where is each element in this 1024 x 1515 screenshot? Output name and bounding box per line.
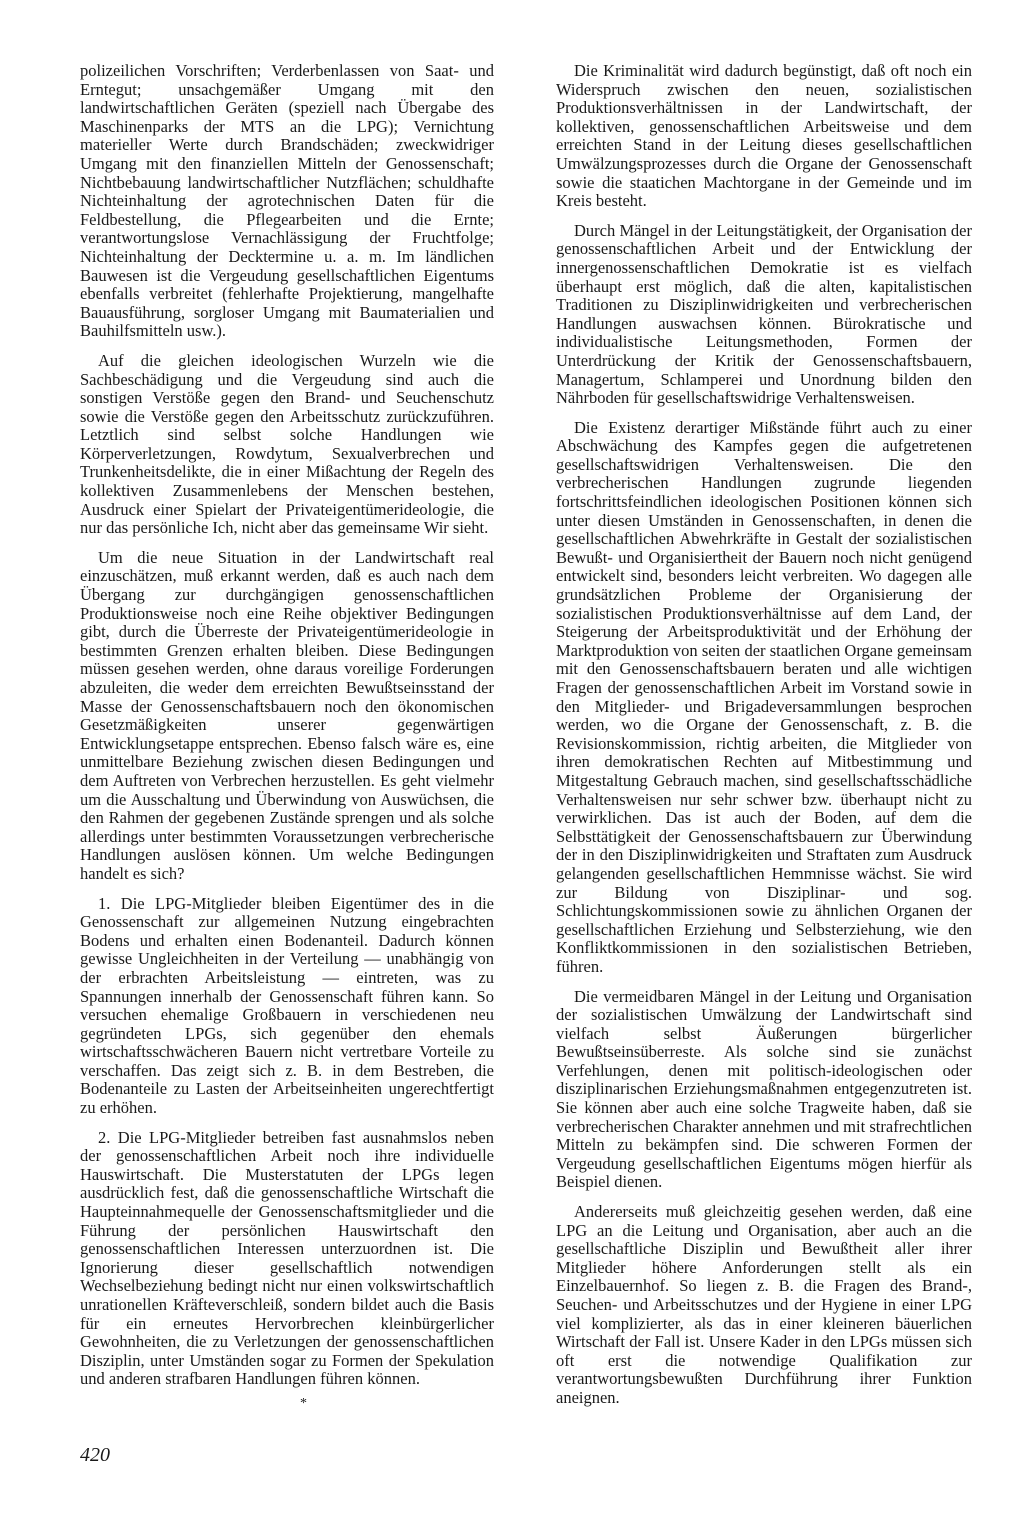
right-paragraph-4: Die vermeidbaren Mängel in der Leitung und Organisation der sozialistischen Umwälzung der Landwirtschaft sind vielfach selbst Äußerungen bürgerlicher Bewußtseinsüberreste. Als solche sind sie zunächst Verfehlungen, denen mit politisch-ideologischen oder disziplinarischen Erziehungsmaßnahmen entgegenzutreten ist. Sie können aber auch eine solche Tragweite haben, daß sie verbrecherischen Charakter annehmen und mit strafrechtlichen Mitteln zu bekämpfen sind. Die schweren Formen der Vergeudung gesellschaftlichen Eigentums mögen hierfür als Beispiel dienen. xyxy=(556,986,972,1192)
left-paragraph-2: Auf die gleichen ideologischen Wurzeln wie die Sachbeschädigung und die Vergeudung sind auch die sonstigen Verstöße gegen den Brand- und Seuchenschutz sowie die Verstöße gegen den Arbeitsschutz zurückzuführen. Letztlich sind selbst solche Handlungen wie Körperverletzungen, Rowdytum, Sexualverbrechen und Trunkenheitsdelikte, die in einer Mißachtung der Regeln des kollektiven Zusammenlebens der Menschen bestehen, Ausdruck einer Spielart der Privateigentümerideologie, die nur das persönliche Ich, nicht aber das gemeinsame Wir sieht. xyxy=(80,350,494,538)
right-paragraph-5: Andererseits muß gleichzeitig gesehen werden, daß eine LPG an die Leitung und Organisation, aber auch an die gesellschaftliche Disziplin und Bewußtheit aller ihrer Mitglieder höhere Anforderungen stellt als ein Einzelbauernhof. So liegen z. B. die Fragen des Brand-, Seuchen- und Arbeitsschutzes und der Hygiene in einer LPG viel komplizierter, als das in einer kleineren bäuerlichen Wirtschaft der Fall ist. Unsere Kader in den LPGs müssen sich oft erst die notwendige Qualifikation zur verantwortungsbewußten Durchführung ihrer Funktion aneignen. xyxy=(556,1202,972,1407)
left-paragraph-3: Um die neue Situation in der Landwirtschaft real einzuschätzen, muß erkannt werden, daß es auch nach dem Übergang zur durchgängigen genossenschaftlichen Produktionsweise noch eine Reihe objektiver Bedingungen gibt, durch die Überreste der Privateigentümerideologie in bestimmten Grenzen erhalten bleiben. Diese Bedingungen müssen gesehen werden, ohne daraus voreilige Forderungen abzuleiten, die weder dem erreichten Bewußtseinsstand der Masse der Genossenschaftsbauern noch den ökonomischen Gesetzmäßigkeiten unserer gegenwärtigen Entwicklungsetappe entsprechen. Ebenso falsch wäre es, eine unmittelbare Beziehung zwischen diesen Bedingungen und dem Auftreten von Verbrechen herzustellen. Es geht vielmehr um die Ausschaltung und Überwindung von Auswüchsen, die den Rahmen der gegebenen Zustände sprengen und als solche allerdings unter bestimmten Voraussetzungen verbrecherische Handlungen auslösen können. Um welche Bedingungen handelt es sich? xyxy=(80,547,494,883)
right-column xyxy=(556,62,972,1419)
page-number: 420 xyxy=(80,1444,110,1466)
right-paragraph-2: Durch Mängel in der Leitungstätigkeit, der Organisation der genossenschaftlichen Arbeit und der Entwicklung der innergenossenschaftlichen Demokratie ist es vielfach überhaupt erst möglich, daß die alten, kapitalistischen Traditionen zu Disziplinwidrigkeiten und verbrecherischen Handlungen auswachsen können. Bürokratische und individualistische Leitungsmethoden, Formen der Unterdrückung der Kritik der Genossenschaftsbauern, Managertum, Schlamperei und Unordnung bilden den Nährboden für gesellschaftswidrige Verhaltensweisen. xyxy=(556,220,972,408)
right-paragraph-1: Die Kriminalität wird dadurch begünstigt, daß oft noch ein Widerspruch zwischen den neuen, sozialistischen Produktionsverhältnissen in der Landwirtschaft, der kollektiven, genossenschaftlichen Arbeitsweise und dem erreichten Stand in der Leitung dieses gesellschaftlichen Umwälzungsprozesses durch die Organe der Genossenschaft sowie die staatichen Machtorgane in der Gemeinde und im Kreis besteht. xyxy=(556,61,972,211)
right-paragraph-3: Die Existenz derartiger Mißstände führt auch zu einer Abschwächung des Kampfes gegen die aufgetretenen gesellschaftswidrigen Verhaltensweisen. Die den verbrecherischen Handlungen zugrunde liegenden fortschrittsfeindlichen ideologischen Positionen können sich unter diesen Umständen in Genossenschaften, in denen die gesellschaftlichen Abwehrkräfte in Gestalt der sozialistischen Bewußt- und Organisiertheit der Bauern noch nicht genügend entwickelt sind, besonders leicht verbreiten. Wo dagegen alle grundsätzlichen Probleme der Organisierung der sozialistischen Produktionsverhältnisse auf dem Land, der Steigerung der Arbeitsproduktivität und der Erhöhung der Marktproduktion von seiten der staatlichen Organe gemeinsam mit den Genossenschaftsbauern beraten und alle wichtigen Fragen der genossenschaftlichen Arbeit im Vorstand sowie in den Mitglieder- und Brigadeversammlungen besprochen werden, wo die Organe der Genossenschaft, z. B. die Revisionskommission, richtig arbeiten, die Mitglieder von ihren demokratischen Rechten auf Mitbestimmung und Mitgestaltung Gebrauch machen, sind gesellschaftsschädliche Verhaltensweisen nur sehr schwer bzw. überhaupt nicht zu verwirklichen. Das ist auch der Boden, auf dem die Selbsttätigkeit der Genossenschaftsbauern zur Überwindung der in den Disziplinwidrigkeiten und Straftaten zum Ausdruck gelangenden gesellschaftlichen Hemmnisse wächst. Sie wird zur Bildung von Disziplinar- und sog. Schlichtungskommissionen sowie zu ähnlichen Organen der gesellschaftlichen Erziehung und Selbsterziehung, wie den Konfliktkommissionen in den sozialistischen Betrieben, führen. xyxy=(556,417,972,976)
left-paragraph-5: 2. Die LPG-Mitglieder betreiben fast ausnahmslos neben der genossenschaftlichen Arbeit noch ihre individuelle Hauswirtschaft. Die Musterstatuten der LPGs legen ausdrücklich fest, daß die genossenschaftliche Wirtschaft die Haupteinnahmequelle der Genossenschaftsmitglieder und die Führung der persönlichen Hauswirtschaft den genossenschaftlichen Interessen unterzuordnen ist. Die Ignorierung dieser gesellschaftlich notwendigen Wechselbeziehung bedingt nicht nur einen volkswirtschaftlich unrationellen Kräfteverschleiß, sondern bildet auch die Basis für ein erneutes Hervorbrechen kleinbürgerlicher Gewohnheiten, die zu Verletzungen der genossenschaftlichen Disziplin, unter Umständen sogar zu Formen der Spekulation und anderen strafbaren Handlungen führen können. xyxy=(80,1127,494,1389)
left-paragraph-4: 1. Die LPG-Mitglieder bleiben Eigentümer des in die Genossenschaft zur allgemeinen Nutzung eingebrachten Bodens und erhalten einen Bodenanteil. Dadurch können gewisse Ungleichheiten in der Verteilung — unabhängig von der erbrachten Arbeitsleistung — eintreten, was zu Spannungen innerhalb der Genossenschaft führen kann. So versuchen ehemalige Großbauern in verschiedenen neu gegründeten LPGs, sich gegenüber den ehemals wirtschaftsschwächeren Bauern nicht vertretbare Vorteile zu verschaffen. Das zeigt sich z. B. in dem Bestreben, die Bodenanteile zu Lasten der Arbeitseinheiten ungerechtfertigt zu erhöhen. xyxy=(80,893,494,1118)
left-paragraph-1: polizeilichen Vorschriften; Verderbenlassen von Saat- und Erntegut; unsachgemäßer Umgang mit den landwirtschaftlichen Geräten (speziell nach Übergabe des Maschinenparks der MTS an die LPG); Vernichtung materieller Werte durch Brandschäden; zweckwidriger Umgang mit den finanziellen Mitteln der Genossenschaft; Nichtbebauung landwirtschaftlicher Nutzflächen; schuldhafte Nichteinhaltung der agrotechnischen Daten für die Feldbestellung, die Pflegearbeiten und die Ernte; verantwortungslose Vernachlässigung der Fruchtfolge; Nichteinhaltung der Decktermine u. a. m. Im ländlichen Bauwesen ist die Vergeudung gesellschaftlichen Eigentums ebenfalls verbreitet (fehlerhafte Projektierung, mangelhafte Bauausführung, sorgloser Umgang mit Baumaterialien und Bauhilfsmitteln usw.). xyxy=(80,61,494,341)
section-separator: * xyxy=(300,1396,307,1411)
left-column xyxy=(80,62,494,1400)
